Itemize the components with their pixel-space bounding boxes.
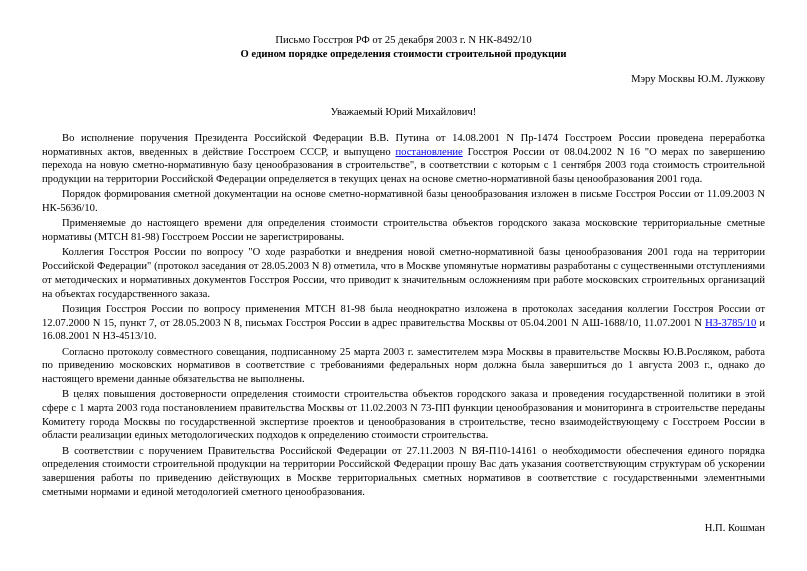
paragraph-2: Порядок формирования сметной документации на основе сметно-нормативной базы ценообразования изложен в письме Госстроя России от 11.09.2003 N НК-5636/10. bbox=[42, 189, 765, 215]
paragraph-1-text-a: Во исполнение поручения Президента Российской Федерации В.В. Путина от 14.08.2001 N Пр-1474 Госстроем России проведена переработка нормативных актов, введенных в действие Госстроем СССР, и выпущено bbox=[42, 133, 765, 158]
resolution-link[interactable]: постановление bbox=[395, 146, 463, 158]
signature: Н.П. Кошман bbox=[704, 523, 765, 535]
paragraph-8: В соответствии с поручением Правительства Российской Федерации от 27.11.2003 N ВЯ-П10-14161 о необходимости обеспечения единого порядка определения стоимости строительной продукции на территории Российской Федерации прошу Вас дать указания соответствующим структурам об ускорении завершения работы по приведению действующих в Москве территориальных сметных нормативов в соответствие с государственными элементными сметными нормами и единой методологией сметного ценообразования. bbox=[42, 445, 765, 498]
addressee: Мэру Москвы Ю.М. Лужкову bbox=[631, 74, 765, 85]
greeting: Уважаемый Юрий Михайлович! bbox=[330, 107, 477, 118]
paragraph-5-text-a: Позиция Госстроя России по вопросу применения МТСН 81-98 была неоднократно изложена в протоколах заседания коллегии Госстроя России от 12.07.2000 N 15, пункт 7, от 28.05.2003 N 8, письмах Госстроя России в адрес правительства Москвы от 05.04.2001 N АШ-1688/10, 11.07.2001 N bbox=[42, 303, 765, 329]
paragraph-7: В целях повышения достоверности определения стоимости строительства объектов городского заказа и проведения государственной политики в этой сфере с 1 марта 2003 года постановлением правительства Москвы от 11.02.2003 N 73-ПП функции ценообразования и мониторинга в строительстве переданы Комитету города Москвы по государственной экспертизе проектов и ценообразования в строительстве, тесно взаимодействующему с Госстроем России в области реализации единых методологических подходов к определению стоимости строительства. bbox=[42, 389, 765, 442]
paragraph-6: Согласно протоколу совместного совещания, подписанному 25 марта 2003 г. заместителем мэра Москвы в правительстве Москвы Ю.В.Росляком, работа по приведению московских нормативов в соответствие с требованиями федеральных норм должна была завершиться до 1 августа 2003 г., однако до настоящего времени данные обязательства не выполнены. bbox=[42, 346, 765, 385]
paragraph-1-text-b: Госстроя России от 08.04.2002 N 16 "О мерах по завершению перехода на новую сметно-нормативную базу ценообразования в строительстве", в соответствии с которым с 1 сентября 2003 года стоимость строительной продукции на территории Российской Федерации определяется в текущих ценах на основе сметно-нормативной базы ценообразования 2001 года. bbox=[42, 146, 765, 186]
document-title bbox=[42, 34, 765, 62]
title-line-1: Письмо Госстроя РФ от 25 декабря 2003 г. N НК-8492/10 bbox=[275, 35, 532, 46]
paragraph-4: Коллегия Госстроя России по вопросу "О ходе разработки и внедрения новой сметно-нормативной базы ценообразования 2001 года на территории Российской Федерации" (протокол заседания от 28.05.2003 N 8) отметила, что в Москве упомянутые нормативы разработаны с существенными отступлениями от методических и нормативных документов Госстроя России, что приводит к значительным осложнениям при работе московских строительных организаций на объектах государственного заказа. bbox=[42, 247, 765, 300]
paragraph-3: Применяемые до настоящего времени для определения стоимости строительства объектов городского заказа московские территориальные сметные нормативы (МТСН 81-98) Госстроем России не зарегистрированы. bbox=[42, 218, 765, 244]
letter-nz-3785-link[interactable]: НЗ-3785/10 bbox=[705, 317, 757, 329]
paragraph-5-text-b: и 16.08.2001 N НЗ-4513/10. bbox=[42, 317, 765, 343]
paragraph-1 bbox=[42, 132, 765, 187]
paragraph-5 bbox=[42, 303, 765, 344]
title-line-2: О едином порядке определения стоимости строительной продукции bbox=[240, 49, 567, 60]
